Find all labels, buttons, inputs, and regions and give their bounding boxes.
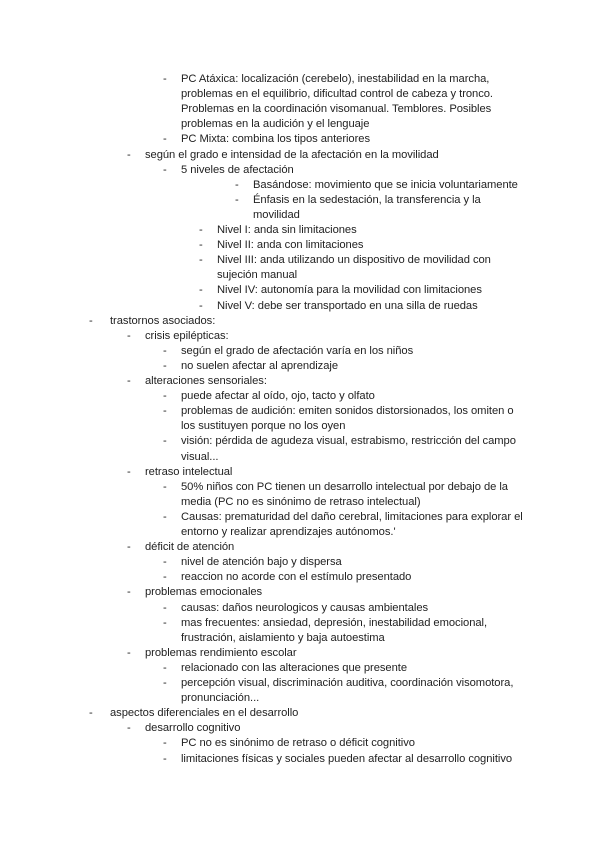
bullet-dash: - — [235, 178, 239, 191]
outline-line: movilidad — [253, 208, 300, 221]
outline-line: según el grado e intensidad de la afectación en la movilidad — [145, 148, 439, 161]
outline-line: según el grado de afectación varía en los niños — [181, 344, 414, 357]
outline-line: visión: pérdida de agudeza visual, estrabismo, restricción del campo — [181, 435, 516, 448]
bullet-dash: - — [127, 541, 131, 554]
outline-line: nivel de atención bajo y dispersa — [181, 556, 342, 569]
bullet-dash: - — [127, 148, 131, 161]
outline-line: relacionado con las alteraciones que presente — [181, 661, 408, 674]
outline-line: problemas rendimiento escolar — [145, 646, 297, 659]
outline-line: crisis epilépticas: — [145, 329, 229, 342]
outline-line: Nivel IV: autonomía para la movilidad con limitaciones — [217, 284, 482, 297]
bullet-dash: - — [127, 646, 131, 659]
outline-line: retraso intelectual — [145, 465, 233, 478]
bullet-dash: - — [127, 465, 131, 478]
bullet-dash: - — [89, 707, 93, 720]
outline-line: visual... — [181, 450, 219, 463]
bullet-dash: - — [163, 510, 167, 523]
outline-line: aspectos diferenciales en el desarrollo — [110, 707, 299, 720]
bullet-dash: - — [163, 677, 167, 689]
outline-line: reaccion no acorde con el estímulo presentado — [181, 571, 412, 584]
bullet-dash: - — [163, 390, 167, 403]
bullet-dash: - — [163, 133, 167, 146]
outline-line: no suelen afectar al aprendizaje — [181, 359, 338, 372]
outline-line: Nivel I: anda sin limitaciones — [217, 224, 357, 236]
bullet-dash: - — [163, 344, 167, 357]
outline-line: puede afectar al oído, ojo, tacto y olfato — [181, 390, 375, 403]
outline-line: Énfasis en la sedestación, la transferencia y la — [253, 193, 481, 206]
outline-line: Nivel III: anda utilizando un dispositivo de movilidad con — [217, 254, 491, 267]
outline-line: problemas en el equilibrio, dificultad control de cabeza y tronco. — [181, 88, 493, 101]
bullet-dash: - — [127, 375, 131, 387]
bullet-dash: - — [163, 661, 167, 674]
outline-line: limitaciones físicas y sociales pueden afectar al desarrollo cognitivo — [181, 752, 513, 765]
outline-line: 50% niños con PC tienen un desarrollo intelectual por debajo de la — [181, 480, 508, 493]
bullet-dash: - — [163, 752, 167, 765]
outline-line: sujeción manual — [217, 269, 298, 282]
outline-line: Basándose: movimiento que se inicia voluntariamente — [253, 178, 518, 191]
bullet-dash: - — [163, 405, 167, 418]
bullet-dash: - — [163, 359, 167, 372]
bullet-dash: - — [199, 284, 203, 297]
outline-line: problemas emocionales — [145, 586, 263, 599]
bullet-dash: - — [127, 329, 131, 342]
bullet-dash: - — [127, 586, 131, 599]
outline-line: Nivel II: anda con limitaciones — [217, 239, 364, 252]
bullet-dash: - — [89, 314, 93, 327]
outline-line: trastornos asociados: — [110, 314, 216, 327]
bullet-dash: - — [163, 163, 167, 176]
bullet-dash: - — [199, 224, 203, 236]
bullet-dash: - — [163, 480, 167, 493]
outline-line: Nivel V: debe ser transportado en una silla de ruedas — [217, 299, 478, 312]
outline-line: causas: daños neurologicos y causas ambientales — [181, 601, 429, 614]
outline-line: problemas de audición: emiten sonidos distorsionados, los omiten o — [181, 405, 514, 418]
outline-line: PC Atáxica: localización (cerebelo), inestabilidad en la marcha, — [181, 73, 490, 85]
bullet-dash: - — [199, 299, 203, 312]
outline-line: desarrollo cognitivo — [145, 722, 241, 735]
bullet-dash: - — [199, 239, 203, 252]
bullet-dash: - — [163, 556, 167, 569]
outline-line: déficit de atención — [145, 541, 235, 554]
bullet-dash: - — [163, 601, 167, 614]
outline-line: frustración, aislamiento y baja autoestima — [181, 631, 385, 644]
outline-line: media (PC no es sinónimo de retraso intelectual) — [181, 495, 421, 508]
outline-line: Causas: prematuridad del daño cerebral, limitaciones para explorar el — [181, 510, 523, 523]
bullet-dash: - — [163, 73, 167, 85]
bullet-dash: - — [163, 571, 167, 584]
outline-line: pronunciación... — [181, 692, 260, 705]
outline-line: PC no es sinónimo de retraso o déficit cognitivo — [181, 737, 415, 750]
outline-line: los sustituyen porque no los oyen — [181, 420, 346, 433]
outline-line: PC Mixta: combina los tipos anteriores — [181, 133, 370, 146]
outline-line: entorno y realizar aprendizajes autónomos.' — [181, 526, 396, 538]
outline-line: Problemas en la coordinación visomanual. Temblores. Posibles — [181, 103, 492, 116]
outline-line: alteraciones sensoriales: — [145, 375, 267, 387]
outline-line: percepción visual, discriminación auditiva, coordinación visomotora, — [181, 677, 514, 689]
outline-line: 5 niveles de afectación — [181, 163, 294, 176]
outline-line: mas frecuentes: ansiedad, depresión, inestabilidad emocional, — [181, 616, 488, 629]
bullet-dash: - — [127, 722, 131, 735]
bullet-dash: - — [163, 435, 167, 448]
bullet-dash: - — [163, 737, 167, 750]
bullet-dash: - — [235, 193, 239, 206]
bullet-dash: - — [199, 254, 203, 267]
bullet-dash: - — [163, 616, 167, 629]
outline-line: problemas en la audición y el lenguaje — [181, 118, 370, 131]
